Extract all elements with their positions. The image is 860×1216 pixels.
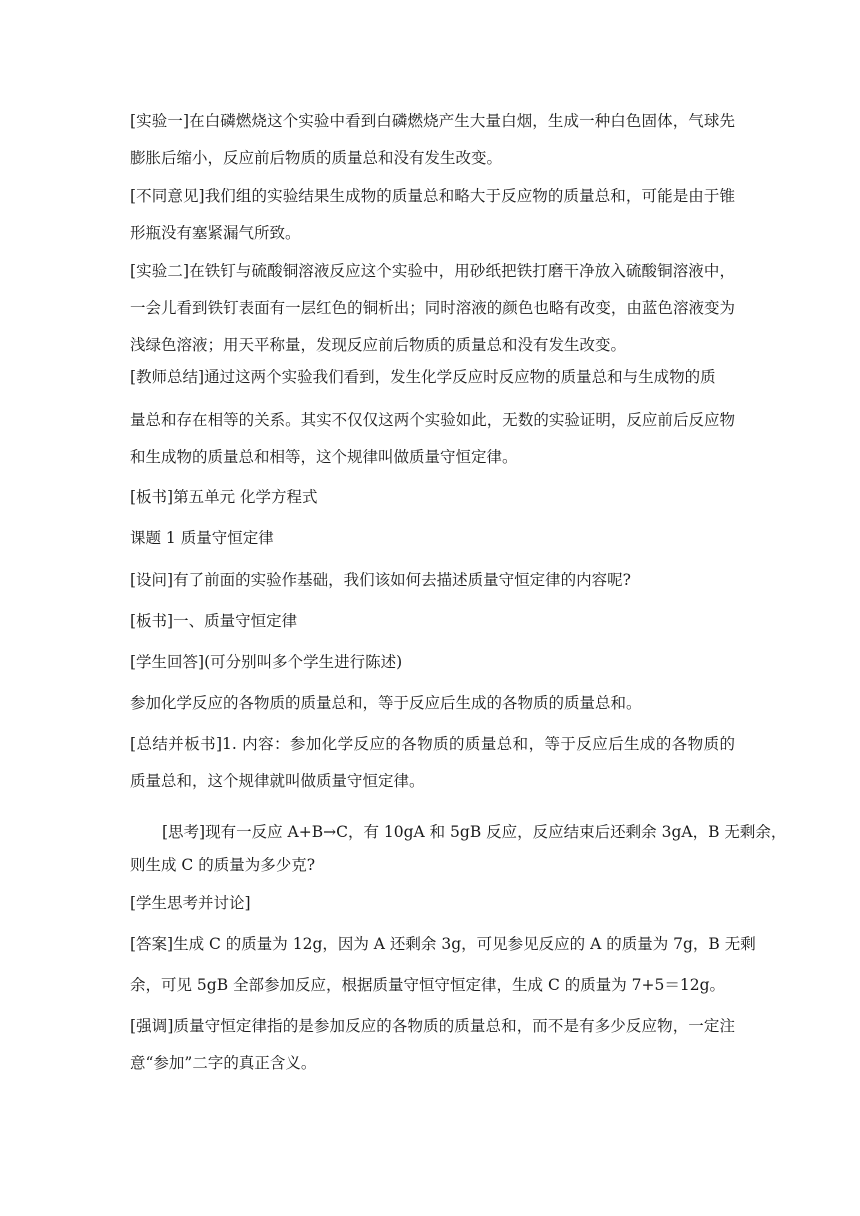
paragraph-experiment-one: [实验一]在白磷燃烧这个实验中看到白磷燃烧产生大量白烟，生成一种白色固体，气球先膨胀后缩小，反应前后物质的质量总和没有发生改变。	[130, 112, 735, 167]
paragraph-teacher-summary-line1: [教师总结]通过这两个实验我们看到，发生化学反应时反应物的质量总和与生成物的质	[130, 368, 716, 386]
paragraph-think-line2: 则生成 C 的质量为多少克?	[130, 856, 316, 874]
paragraph-student-answer: [学生回答](可分别叫多个学生进行陈述)	[130, 653, 403, 671]
paragraph-emphasis: [强调]质量守恒定律指的是参加反应的各物质的质量总和，而不是有多少反应物，一定注意“参加”二字的真正含义。	[130, 1017, 735, 1072]
paragraph-answer-line1: [答案]生成 C 的质量为 12g，因为 A 还剩余 3g，可见参见反应的 A 的质量为 7g，B 无剩	[130, 935, 756, 953]
paragraph-student-discussion: [学生思考并讨论]	[130, 894, 251, 912]
board-unit-title: [板书]第五单元 化学方程式	[130, 488, 318, 506]
paragraph-answer-line2: 余，可见 5gB 全部参加反应，根据质量守恒守恒定律，生成 C 的质量为 7+5＝12g。	[130, 976, 726, 994]
paragraph-law-statement: 参加化学反应的各物质的质量总和，等于反应后生成的各物质的质量总和。	[130, 694, 642, 712]
board-law-heading: [板书]一、质量守恒定律	[130, 612, 298, 630]
lesson-title: 课题 1 质量守恒定律	[130, 529, 274, 547]
paragraph-think-line1: [思考]现有一反应 A+B→C，有 10gA 和 5gB 反应，反应结束后还剩余 3gA，B 无剩余，	[162, 823, 787, 841]
paragraph-teacher-summary-rest: 量总和存在相等的关系。其实不仅仅这两个实验如此，无数的实验证明，反应前后反应物和生成物的质量总和相等，这个规律叫做质量守恒定律。	[130, 411, 735, 466]
paragraph-experiment-two: [实验二]在铁钉与硫酸铜溶液反应这个实验中，用砂纸把铁打磨干净放入硫酸铜溶液中，一会儿看到铁钉表面有一层红色的铜析出；同时溶液的颜色也略有改变，由蓝色溶液变为浅绿色溶液；用天平称量，发现反应前后物质的质量总和没有发生改变。	[130, 262, 735, 354]
paragraph-different-opinion: [不同意见]我们组的实验结果生成物的质量总和略大于反应物的质量总和，可能是由于锥形瓶没有塞紧漏气所致。	[130, 187, 735, 242]
paragraph-summary-content: [总结并板书]1. 内容：参加化学反应的各物质的质量总和，等于反应后生成的各物质的质量总和，这个规律就叫做质量守恒定律。	[130, 735, 735, 790]
paragraph-question: [设问]有了前面的实验作基础，我们该如何去描述质量守恒定律的内容呢?	[130, 571, 631, 589]
